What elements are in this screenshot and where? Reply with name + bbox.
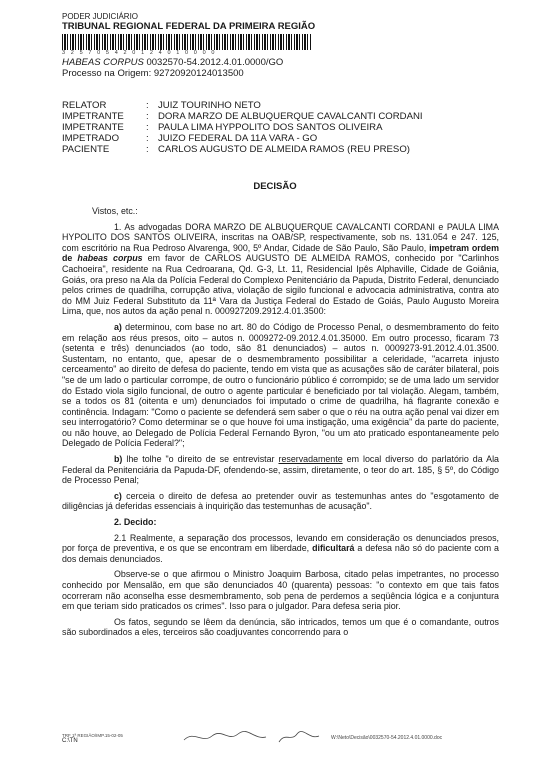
party-name: DORA MARZO DE ALBUQUERQUE CAVALCANTI CORDANI xyxy=(158,111,423,122)
party-role: IMPETRANTE xyxy=(62,111,124,122)
vistos-line: Vistos, etc.: xyxy=(92,206,138,216)
party-row: RELATOR : JUIZ TOURINHO NETO xyxy=(62,100,261,111)
decision-body xyxy=(62,206,499,638)
item-b-underline: reservadamente xyxy=(278,454,343,465)
paragraph-observe: Observe-se o que afirmou o Ministro Joaquim Barbosa, citado pelas impetrantes, no processo conhecido por Mensalão, em que são denunciados 40 (quarenta) pessoas: "o contexto em que tais fatos ocorreram não aconselha esse desmembramento, sob pena de perdemos a seqüência lógica e a conjuntura em que teriam sido praticados os crimes". Isso para o julgador. Para defesa seria pior. xyxy=(62,569,499,612)
document-header xyxy=(62,12,362,79)
author-code: C:\TN xyxy=(62,738,78,744)
p21-text: 2.1 Realmente, a separação dos processos, levando em consideração os denunciados presos, por força de preventiva, e os que se encontram em liberdade, xyxy=(62,532,499,554)
p21-text-rest: a defesa não só do paciente com a dos demais denunciados. xyxy=(62,543,499,564)
item-c-label: c) xyxy=(114,490,122,501)
paragraph-2-1 xyxy=(62,533,499,565)
p1-bold: impetram ordem de xyxy=(62,242,499,264)
judiciary-label: PODER JUDICIÁRIO xyxy=(62,12,139,21)
court-name: TRIBUNAL REGIONAL FEDERAL DA PRIMEIRA REGIÃO xyxy=(62,21,316,32)
document-title: DECISÃO xyxy=(253,181,297,192)
party-role: RELATOR xyxy=(62,100,107,111)
item-b-text-rest: em local diverso do parlatório da Ala Federal da Penitenciária da Papuda-DF, ofendendo-se, assim, diretamente, o teor do art. 185, § 5º, do Código de Processo Penal; xyxy=(62,454,499,486)
p1-habeas: habeas corpus xyxy=(77,253,143,264)
item-b-text: lhe tolhe "o direito de se entrevistar xyxy=(122,454,279,465)
initials-scribble xyxy=(275,728,325,746)
item-a-label: a) xyxy=(114,321,122,332)
p21-bold: dificultará xyxy=(312,543,355,554)
case-number-line xyxy=(62,57,362,68)
file-path: W:\Neto\Decisão\0032570-54.2012.4.01.0000.doc xyxy=(331,735,443,741)
p1-text: 1. As advogadas DORA MARZO DE ALBUQUERQUE CAVALCANTI CORDANI e PAULA LIMA HYPOLITO DOS SANTOS OLIVEIRA, inscritas na OAB/SP, respectivamente, sob ns. 131.054 e 247. 125, com escritório na Rua Pedroso Alvarenga, 900, 5º Andar, Cidade de São Paulo, São Paulo, xyxy=(62,221,499,253)
signature-scribble xyxy=(180,728,270,746)
decido-heading xyxy=(62,517,499,528)
paragraph-facts: Os fatos, segundo se lêem da denúncia, são intricados, temos um que é o comandante, outros são subordinados a eles, terceiros são coadjuvantes concorrendo para o xyxy=(62,616,499,638)
parties-list xyxy=(62,100,423,155)
item-a-text: determinou, com base no art. 80 do Código de Processo Penal, o desmembramento do feito em relação aos réus presos, oito – autos n. 0009272-09.2012.4.01.35000. Em outro processo, ficaram 73 (setenta e três) denunciados (ao todo, são 81 denunciados) – autos n. 0009273-91.2012.4.01.3500. Sustentam, no entanto, que, apesar de o desmembramento possibilitar a celeridade, "acarreta injusto cerceamento" ao direito de defesa do paciente, tendo em vista que as acusações são de caráter bilateral, pois "se de um lado o particular corrompe, de outro o funcionário público é corrompido; se de uma lado um servidor do Estado viola sigilo funcional, de outro o agente particular é beneficiado por tal violação. Alegam, também, se a todos os 81 (oitenta e um) denunciados foi imputado o crime de quadrilha, há flagrante conexão e continência. Indagam: "Como o paciente se defenderá sem saber o que o réu na outra ação penal vai dizer em seu interrogatório? Como determinar se o que houve foi uma instigação, uma exigência" da parte do paciente, ou não houve, ao Delegado de Polícia Federal Fernando Byron, "ou um ato praticado espontaneamente pelo Delegado de Polícia Federal?"; xyxy=(62,321,499,449)
form-code: TRF 1ª REGIÃO/IMP.15-02-05 xyxy=(62,733,123,738)
item-c-text: cerceia o direito de defesa ao pretender ouvir as testemunhas antes do "esgotamento de diligências já deferidas essenciais à inquirição das testemunhas de acusação". xyxy=(62,490,499,512)
decido-text: 2. Decido: xyxy=(114,517,157,528)
party-role: PACIENTE xyxy=(62,144,110,155)
party-row: IMPETRANTE : PAULA LIMA HYPPOLITO DOS SANTOS OLIVEIRA xyxy=(62,122,383,133)
paragraph-1 xyxy=(62,222,499,317)
footer-left xyxy=(62,733,123,745)
item-b xyxy=(62,454,499,486)
party-name: CARLOS AUGUSTO DE ALMEIDA RAMOS (REU PRESO) xyxy=(158,144,410,155)
party-name: PAULA LIMA HYPPOLITO DOS SANTOS OLIVEIRA xyxy=(158,122,383,133)
barcode xyxy=(62,34,312,50)
party-role: IMPETRANTE xyxy=(62,122,124,133)
party-row: IMPETRADO : JUIZO FEDERAL DA 11A VARA - GO xyxy=(62,133,318,144)
item-c xyxy=(62,491,499,512)
case-number: 0032570-54.2012.4.01.0000/GO xyxy=(143,57,284,68)
origin-process: Processo na Origem: 92720920124013500 xyxy=(62,68,244,79)
party-row: IMPETRANTE : DORA MARZO DE ALBUQUERQUE CAVALCANTI CORDANI xyxy=(62,111,423,122)
item-a xyxy=(62,322,499,449)
party-row: PACIENTE : CARLOS AUGUSTO DE ALMEIDA RAMOS (REU PRESO) xyxy=(62,144,410,155)
party-role: IMPETRADO xyxy=(62,133,120,144)
item-b-label: b) xyxy=(114,454,123,465)
party-name: JUIZ TOURINHO NETO xyxy=(158,100,261,111)
case-label: HABEAS CORPUS xyxy=(62,57,144,68)
party-name: JUIZO FEDERAL DA 11A VARA - GO xyxy=(158,133,318,144)
p1-text-rest: em favor de CARLOS AUGUSTO DE ALMEIDA RAMOS, conhecido por "Carlinhos Cachoeira", residente na Rua Cedroarana, Qd. G-3, Lt. 11, Residencial Ipês Alphaville, Cidade de Goiânia, Goiás, ora preso na Ala da Polícia Federal do Complexo Penitenciário da Papuda, Distrito Federal, denunciado pelos crimes de quadrilha, corrupção ativa, violação de sigilo funcional e advocacia administrativa, contra ato do MM Juiz Federal Substituto da 11ª Vara da Justiça Federal do Estado de Goiás, Paulo Augusto Moreira Lima, que, nos autos da ação penal n. 000927209.2912.4.01.3500: xyxy=(62,253,499,317)
barcode-number: 3 2 5 7 0 5 4 2 0 1 2 4 0 1 0 0 0 0 xyxy=(62,50,217,56)
